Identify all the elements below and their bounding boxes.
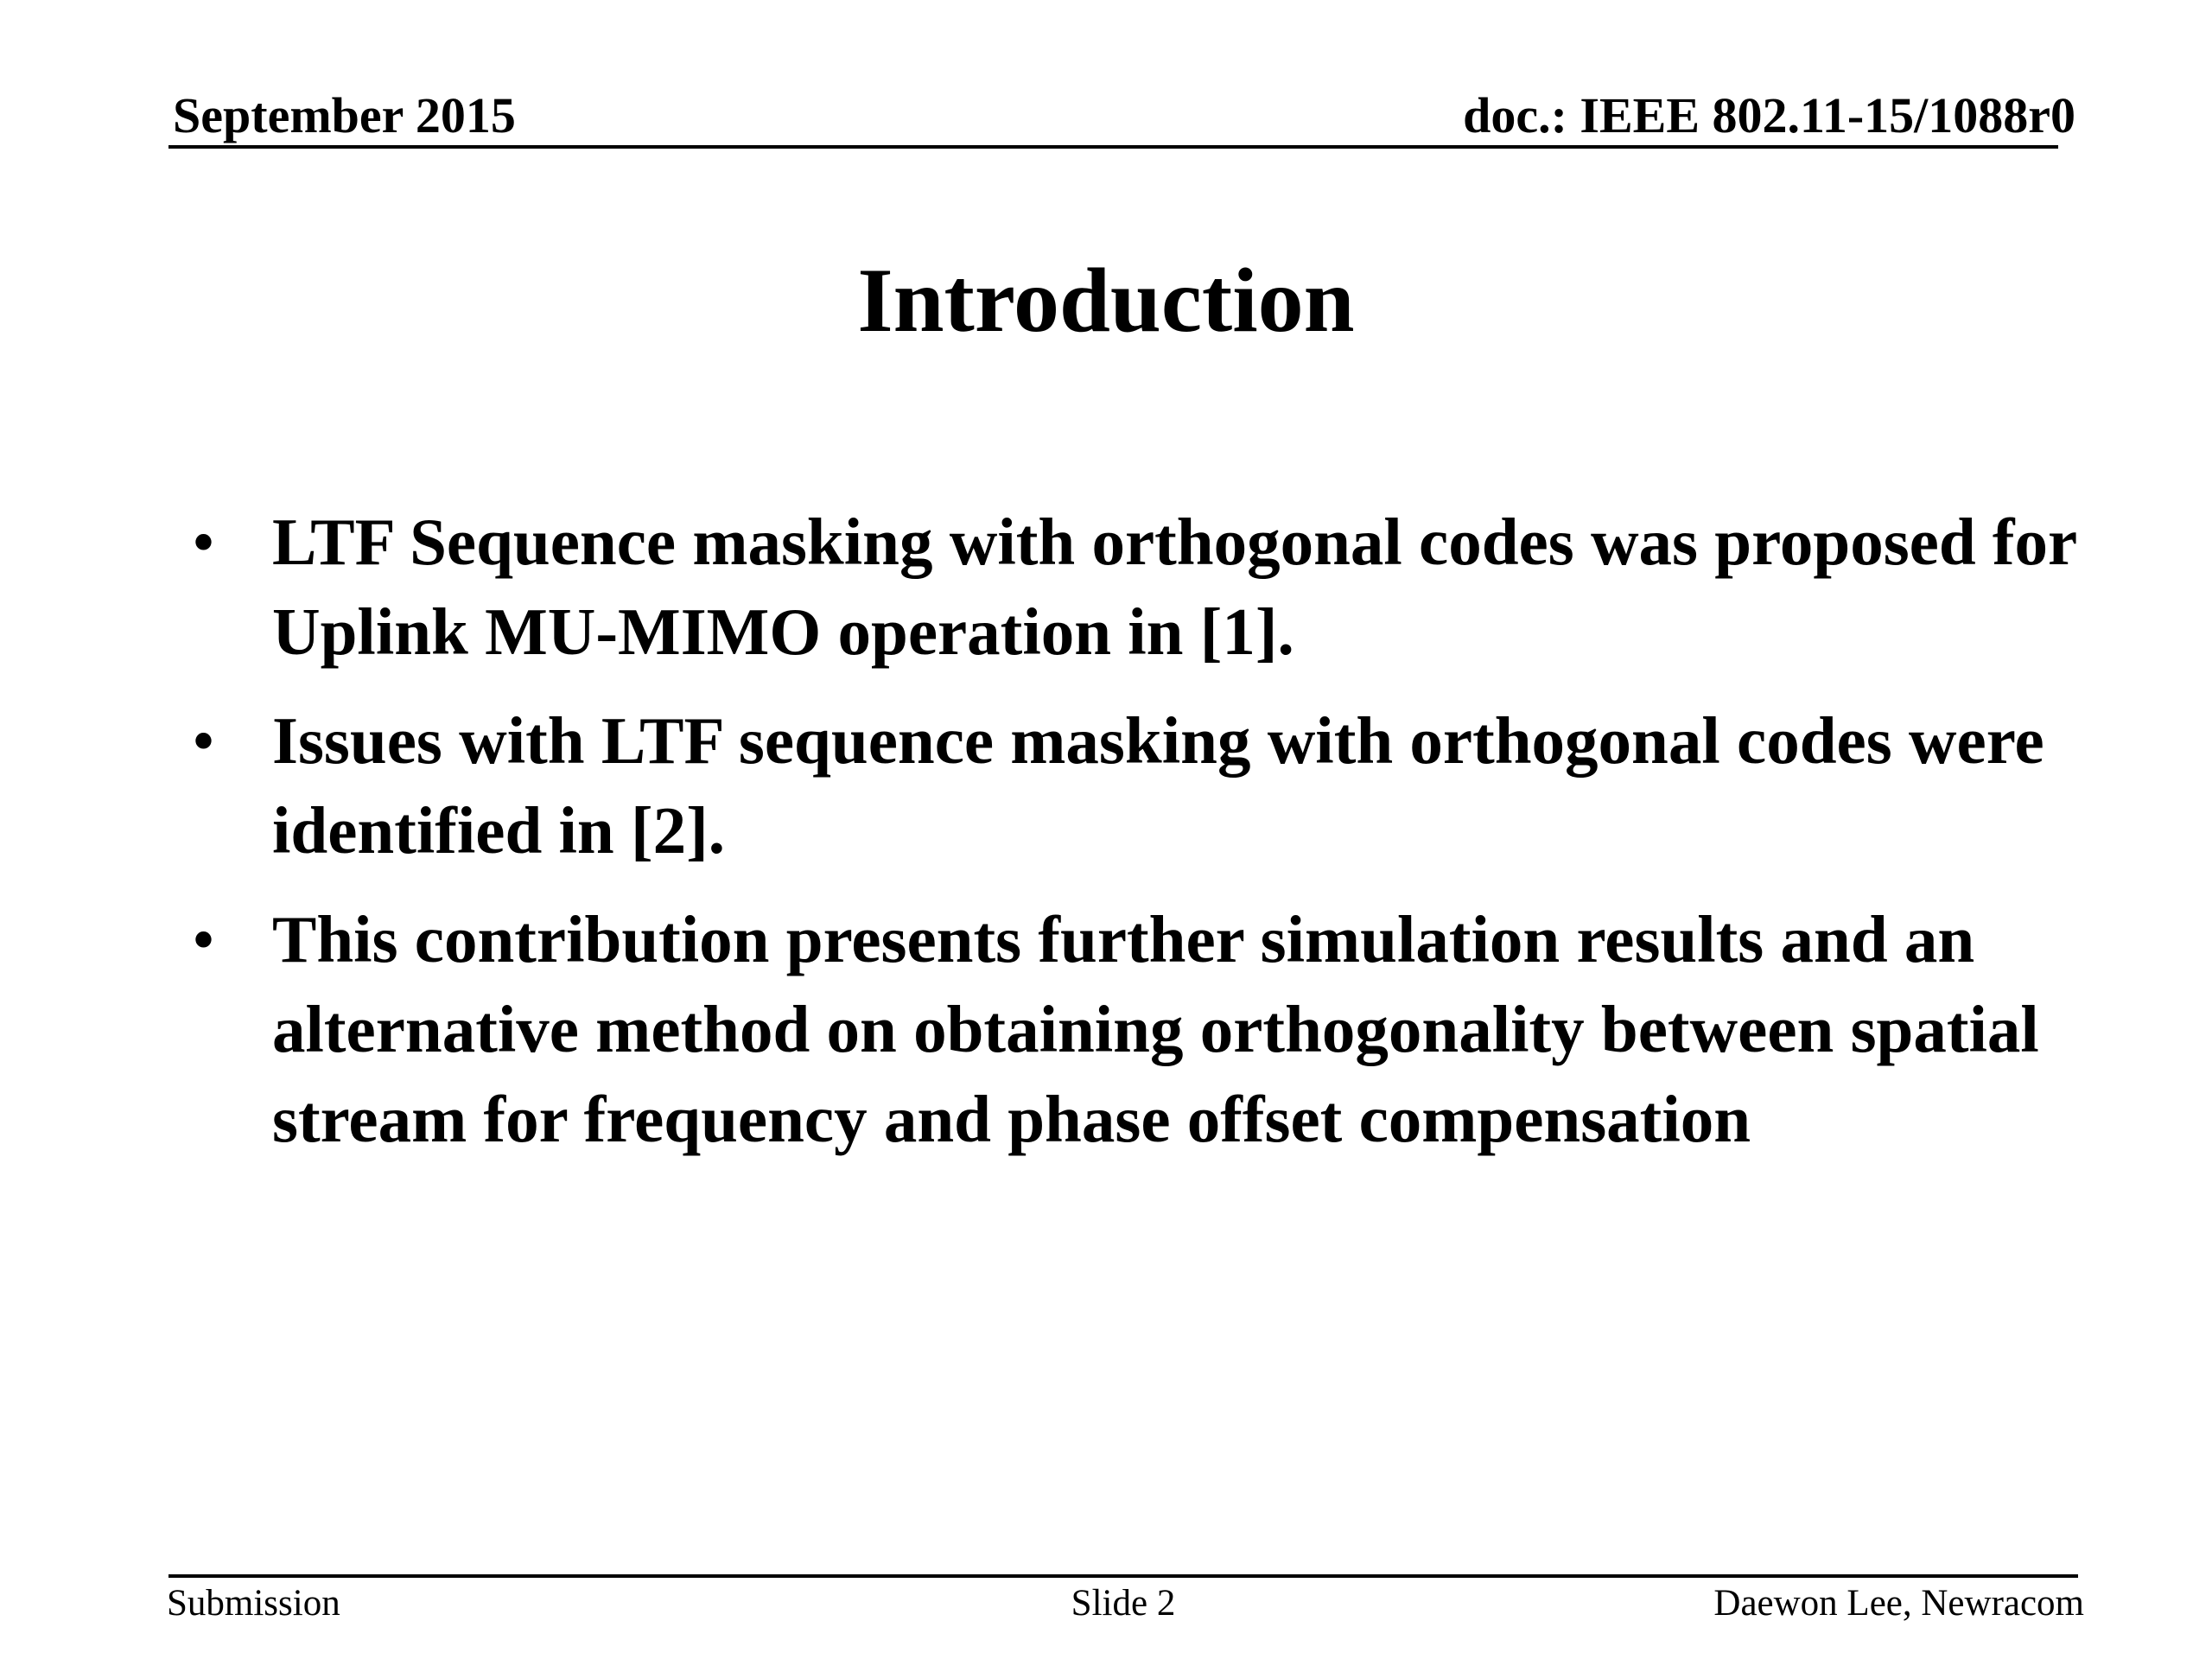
footer-divider [168, 1574, 2078, 1578]
footer-author: Daewon Lee, Newracom [1713, 1583, 2084, 1624]
bullet-text-3: This contribution presents further simulation results and an alternative method on obtaining orthogonality between spatial stream for frequency and phase offset compensation [272, 902, 2039, 1156]
bullet-item-2 [181, 696, 2082, 875]
footer-submission: Submission [167, 1583, 340, 1624]
bullet-marker: • [192, 505, 215, 579]
bullet-text-1: LTF Sequence masking with orthogonal codes was proposed for Uplink MU-MIMO operation in [1]. [272, 505, 2076, 669]
slide-title: Introduction [857, 250, 1355, 351]
header-divider [168, 145, 2058, 149]
bullet-item-3 [181, 894, 2082, 1164]
bullet-marker: • [192, 902, 215, 976]
bullet-list [181, 497, 2082, 1183]
header-date: September 2015 [173, 87, 516, 143]
footer-slide-number: Slide 2 [1071, 1583, 1176, 1624]
header-doc-id: doc.: IEEE 802.11-15/1088r0 [1463, 87, 2075, 143]
bullet-marker: • [192, 703, 215, 778]
bullet-text-2: Issues with LTF sequence masking with orthogonal codes were identified in [2]. [272, 703, 2044, 868]
bullet-item-1 [181, 497, 2082, 677]
